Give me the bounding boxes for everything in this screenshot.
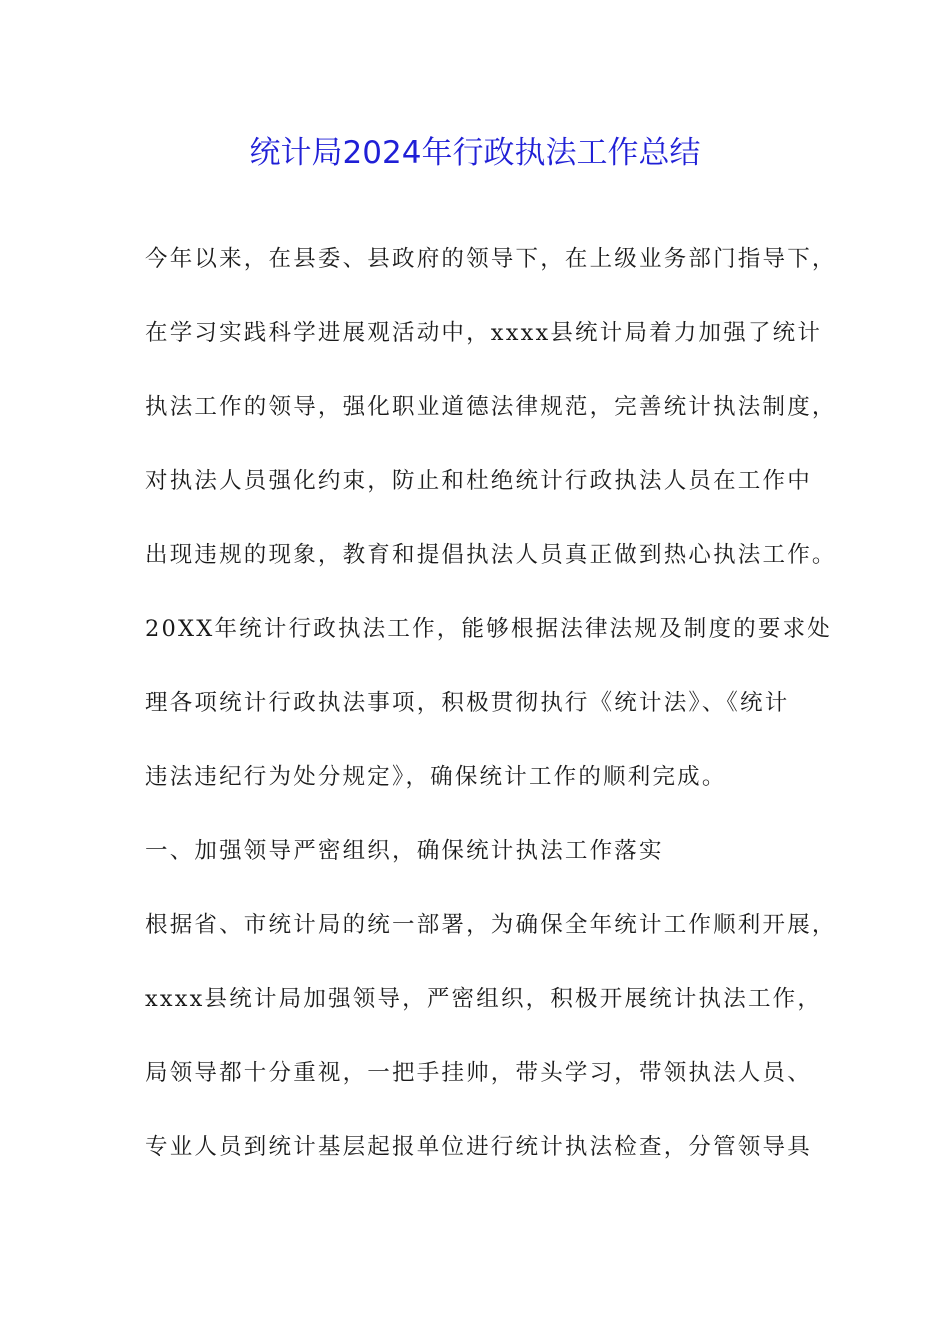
paragraph-line: 执法工作的领导，强化职业道德法律规范，完善统计执法制度， (145, 394, 837, 420)
paragraph-line: 违法违纪行为处分规定》，确保统计工作的顺利完成。 (145, 764, 727, 790)
paragraph-line: 专业人员到统计基层起报单位进行统计执法检查，分管领导具 (145, 1134, 812, 1160)
paragraph-line: 今年以来，在县委、县政府的领导下，在上级业务部门指导下， (145, 246, 837, 272)
section-heading: 一、加强领导严密组织，确保统计执法工作落实 (145, 838, 664, 864)
paragraph-line: 20XX年统计行政执法工作，能够根据法律法规及制度的要求处 (145, 616, 832, 642)
paragraph-line: 根据省、市统计局的统一部署，为确保全年统计工作顺利开展， (145, 912, 837, 938)
document-title: 统计局2024年行政执法工作总结 (249, 135, 701, 171)
paragraph-line: 局领导都十分重视，一把手挂帅，带头学习，带领执法人员、 (145, 1060, 812, 1086)
paragraph-line: xxxx县统计局加强领导，严密组织，积极开展统计执法工作， (145, 986, 823, 1012)
paragraph-line: 对执法人员强化约束，防止和杜绝统计行政执法人员在工作中 (145, 468, 812, 494)
paragraph-line: 在学习实践科学进展观活动中，xxxx县统计局着力加强了统计 (145, 320, 823, 346)
paragraph-line: 理各项统计行政执法事项，积极贯彻执行《统计法》、《统计 (145, 690, 790, 716)
paragraph-line: 出现违规的现象，教育和提倡执法人员真正做到热心执法工作。 (145, 542, 837, 568)
